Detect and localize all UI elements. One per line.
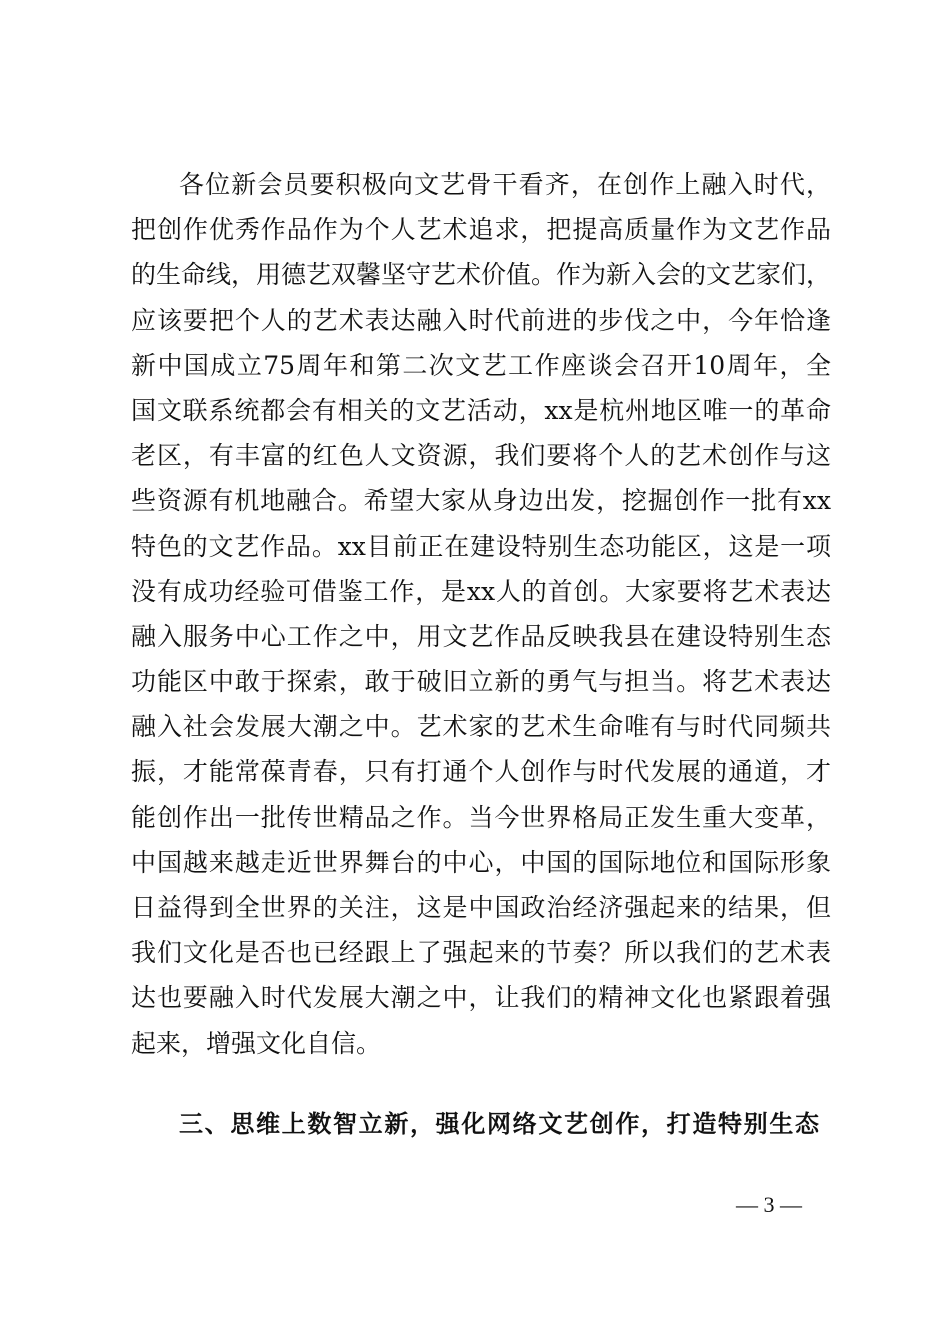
- paragraph-line: 老区，有丰富的红色人文资源，我们要将个人的艺术创作与这: [131, 441, 831, 471]
- section-heading: 三、思维上数智立新，强化网络文艺创作，打造特别生态: [179, 1110, 819, 1138]
- paragraph-line: 振，才能常葆青春，只有打通个人创作与时代发展的通道，才: [131, 757, 831, 787]
- paragraph-line: 特色的文艺作品。xx目前正在建设特别生态功能区，这是一项: [131, 531, 831, 561]
- paragraph-line: 起来，增强文化自信。: [131, 1028, 382, 1058]
- page-number: — 3 —: [736, 1192, 802, 1217]
- paragraph-line: 没有成功经验可借鉴工作，是xx人的首创。大家要将艺术表达: [131, 576, 831, 606]
- paragraph-line: 能创作出一批传世精品之作。当今世界格局正发生重大变革，: [131, 802, 831, 832]
- paragraph-line: 中国越来越走近世界舞台的中心，中国的国际地位和国际形象: [131, 847, 831, 877]
- paragraph-line: 些资源有机地融合。希望大家从身边出发，挖掘创作一批有xx: [131, 486, 831, 516]
- paragraph-line: 的生命线，用德艺双馨坚守艺术价值。作为新入会的文艺家们，: [131, 260, 832, 290]
- paragraph-line: 达也要融入时代发展大潮之中，让我们的精神文化也紧跟着强: [131, 983, 831, 1013]
- paragraph-line: 日益得到全世界的关注，这是中国政治经济强起来的结果，但: [131, 893, 831, 922]
- paragraph-line: 国文联系统都会有相关的文艺活动，xx是杭州地区唯一的革命: [131, 395, 831, 425]
- paragraph-line: 新中国成立75周年和第二次文艺工作座谈会召开10周年，全: [131, 350, 831, 380]
- paragraph-line: 融入社会发展大潮之中。艺术家的艺术生命唯有与时代同频共: [131, 712, 831, 742]
- body-paragraph: [131, 162, 831, 1066]
- paragraph-line: 功能区中敢于探索，敢于破旧立新的勇气与担当。将艺术表达: [131, 667, 831, 697]
- paragraph-line: 各位新会员要积极向文艺骨干看齐，在创作上融入时代，: [179, 170, 831, 199]
- paragraph-line: 融入服务中心工作之中，用文艺作品反映我县在建设特别生态: [131, 621, 831, 651]
- paragraph-line: 我们文化是否也已经跟上了强起来的节奏？所以我们的艺术表: [131, 938, 831, 968]
- paragraph-line: 把创作优秀作品作为个人艺术追求，把提高质量作为文艺作品: [131, 215, 831, 245]
- paragraph-line: 应该要把个人的艺术表达融入时代前进的步伐之中，今年恰逢: [131, 305, 831, 335]
